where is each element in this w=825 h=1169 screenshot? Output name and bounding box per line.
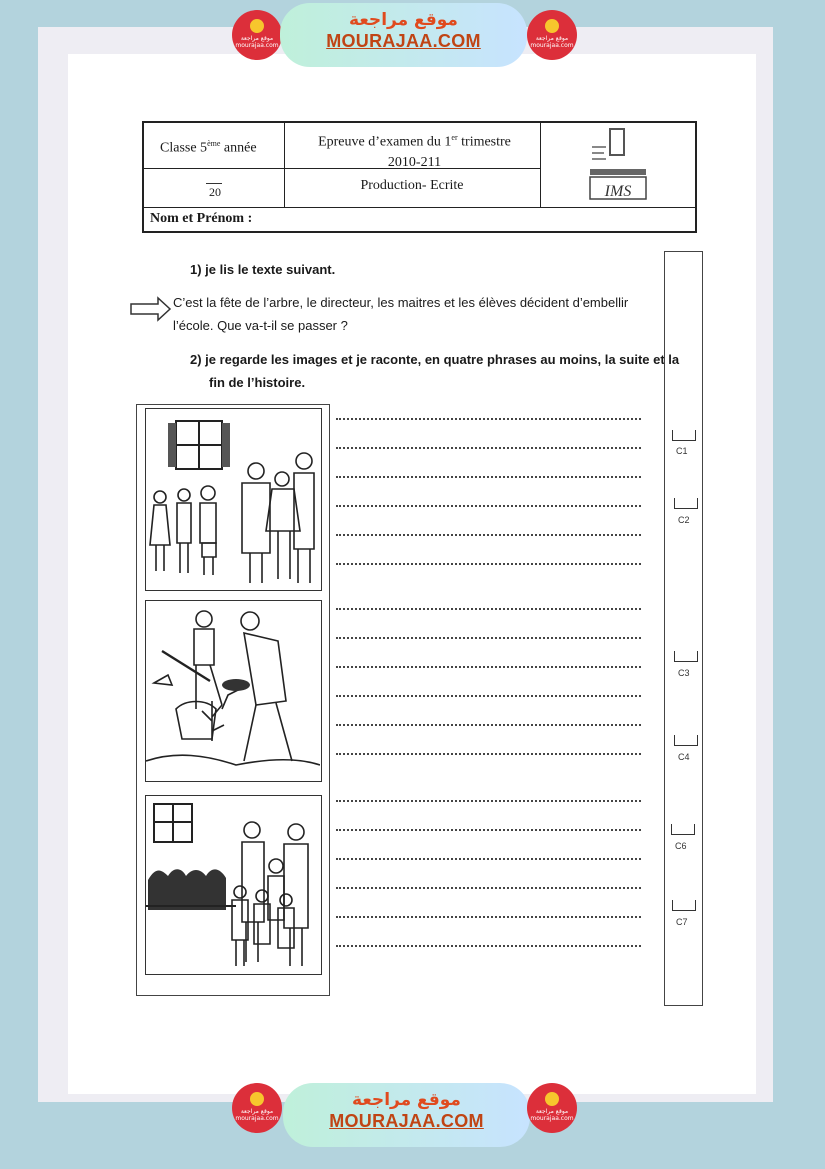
criterion-box-c6[interactable] bbox=[671, 824, 695, 835]
writing-line[interactable] bbox=[336, 887, 641, 895]
illustration-2 bbox=[145, 600, 322, 782]
exam-title-cell bbox=[284, 123, 541, 207]
question-2-continued: fin de l’histoire. bbox=[209, 375, 306, 390]
exam-subject: Production- Ecrite bbox=[360, 178, 464, 193]
criterion-label-c1: C1 bbox=[676, 446, 688, 456]
group-people-icon bbox=[146, 409, 320, 589]
writing-line[interactable] bbox=[336, 447, 641, 455]
writing-line[interactable] bbox=[336, 608, 641, 616]
criterion-box-c1[interactable] bbox=[672, 430, 696, 441]
site-logo-badge-left-bottom[interactable] bbox=[232, 1083, 282, 1133]
criterion-box-c3[interactable] bbox=[674, 651, 698, 662]
criterion-label-c4: C4 bbox=[678, 752, 690, 762]
writing-line[interactable] bbox=[336, 666, 641, 674]
class-cell bbox=[144, 123, 285, 207]
finished-trees-icon bbox=[146, 796, 320, 972]
exam-header-table bbox=[142, 121, 697, 233]
score-max: 20 bbox=[209, 185, 221, 199]
criteria-column bbox=[664, 251, 703, 1006]
writing-line[interactable] bbox=[336, 800, 641, 808]
criterion-box-c4[interactable] bbox=[674, 735, 698, 746]
question-2: 2) je regarde les images et je raconte, en quatre phrases au moins, la suite et la bbox=[190, 352, 680, 367]
site-banner-top[interactable] bbox=[280, 3, 527, 67]
criterion-label-c6: C6 bbox=[675, 841, 687, 851]
site-logo-badge-right-bottom[interactable] bbox=[527, 1083, 577, 1133]
logo-icon bbox=[545, 19, 559, 33]
school-logo-icon bbox=[588, 125, 648, 205]
student-name-label: Nom et Prénom : bbox=[150, 211, 253, 226]
writing-line[interactable] bbox=[336, 534, 641, 542]
illustration-1 bbox=[145, 408, 322, 591]
logo-icon bbox=[250, 1092, 264, 1106]
site-logo-badge-left[interactable] bbox=[232, 10, 282, 60]
divider bbox=[144, 168, 540, 169]
badge-text: موقع مراجعة mourajaa.com bbox=[235, 35, 279, 49]
writing-line[interactable] bbox=[336, 945, 641, 953]
planting-tree-icon bbox=[146, 601, 320, 779]
criterion-box-c7[interactable] bbox=[672, 900, 696, 911]
logo-icon bbox=[250, 19, 264, 33]
banner-arabic-title: موقع مراجعة bbox=[349, 10, 458, 30]
site-banner-bottom[interactable] bbox=[283, 1083, 530, 1147]
writing-line[interactable] bbox=[336, 505, 641, 513]
writing-line[interactable] bbox=[336, 829, 641, 837]
story-text-line-2: l’école. Que va-t-il se passer ? bbox=[173, 318, 348, 333]
story-text-line-1: C’est la fête de l’arbre, le directeur, les maitres et les élèves décident d’embellir bbox=[173, 295, 629, 310]
writing-line[interactable] bbox=[336, 418, 641, 426]
score-line bbox=[206, 183, 222, 184]
writing-line[interactable] bbox=[336, 476, 641, 484]
class-label: Classe 5ème année bbox=[160, 139, 257, 156]
banner-site-link[interactable]: MOURAJAA.COM bbox=[329, 1111, 484, 1131]
banner-site-link[interactable]: MOURAJAA.COM bbox=[326, 31, 481, 51]
writing-line[interactable] bbox=[336, 858, 641, 866]
question-1: 1) je lis le texte suivant. bbox=[190, 262, 336, 277]
criterion-label-c7: C7 bbox=[676, 917, 688, 927]
badge-text: موقع مراجعة mourajaa.com bbox=[235, 1108, 279, 1122]
writing-line[interactable] bbox=[336, 637, 641, 645]
badge-text: موقع مراجعة mourajaa.com bbox=[530, 1108, 574, 1122]
exam-title: Epreuve d’examen du 1er trimestre 2010-211 bbox=[318, 133, 511, 170]
illustration-3 bbox=[145, 795, 322, 975]
writing-line[interactable] bbox=[336, 916, 641, 924]
criterion-box-c2[interactable] bbox=[674, 498, 698, 509]
badge-text: موقع مراجعة mourajaa.com bbox=[530, 35, 574, 49]
writing-line[interactable] bbox=[336, 695, 641, 703]
arrow-right-icon bbox=[130, 296, 172, 322]
writing-line[interactable] bbox=[336, 753, 641, 761]
criterion-label-c2: C2 bbox=[678, 515, 690, 525]
writing-line[interactable] bbox=[336, 563, 641, 571]
logo-text: IMS bbox=[604, 183, 632, 200]
site-logo-badge-right[interactable] bbox=[527, 10, 577, 60]
criterion-label-c3: C3 bbox=[678, 668, 690, 678]
banner-arabic-title: موقع مراجعة bbox=[352, 1090, 461, 1110]
header-row bbox=[144, 123, 695, 208]
logo-icon bbox=[545, 1092, 559, 1106]
writing-line[interactable] bbox=[336, 724, 641, 732]
